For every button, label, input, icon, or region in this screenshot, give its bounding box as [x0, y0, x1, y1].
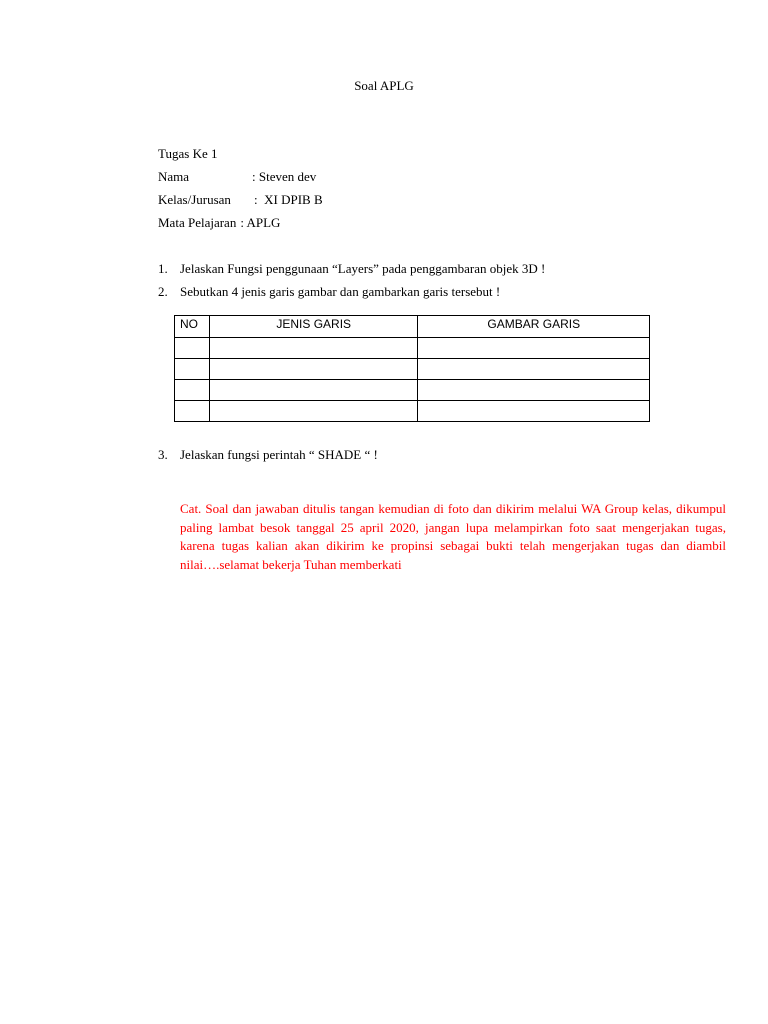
field-kelas-label: Kelas/Jurusan	[158, 192, 231, 207]
field-nama	[158, 169, 316, 185]
table-cell[interactable]	[418, 359, 650, 380]
table-cell[interactable]	[418, 338, 650, 359]
table-cell[interactable]	[209, 380, 418, 401]
table-header-row	[175, 316, 650, 338]
document-title: Soal APLG	[354, 78, 414, 93]
table-row	[175, 380, 650, 401]
header-gambar-garis: GAMBAR GARIS	[418, 316, 650, 338]
question-2-number: 2.	[158, 284, 168, 299]
table-row	[175, 359, 650, 380]
question-3-number: 3.	[158, 447, 168, 462]
field-nama-value: Steven dev	[258, 169, 317, 184]
field-mapel-value: APLG	[246, 215, 281, 230]
table-cell[interactable]	[209, 338, 418, 359]
table-cell[interactable]	[175, 401, 210, 422]
table-cell[interactable]	[209, 401, 418, 422]
question-2	[158, 284, 500, 300]
task-label: Tugas Ke 1	[158, 146, 218, 161]
table-row	[175, 401, 650, 422]
field-kelas-value: XI DPIB B	[264, 192, 323, 207]
question-1	[158, 261, 545, 277]
question-1-text: Jelaskan Fungsi penggunaan “Layers” pada penggambaran objek 3D !	[180, 261, 546, 276]
field-mapel-label: Mata Pelajaran	[158, 215, 237, 230]
field-mapel-separator: :	[240, 215, 247, 230]
question-3	[158, 447, 378, 463]
line-types-table	[174, 315, 650, 422]
field-kelas-separator: :	[254, 192, 265, 207]
table-cell[interactable]	[418, 380, 650, 401]
field-mapel	[158, 215, 280, 231]
table-cell[interactable]	[175, 359, 210, 380]
question-2-text: Sebutkan 4 jenis garis gambar dan gambarkan garis tersebut !	[180, 284, 501, 299]
field-kelas	[158, 192, 323, 208]
header-jenis-garis: JENIS GARIS	[209, 316, 418, 338]
question-3-text: Jelaskan fungsi perintah “ SHADE “ !	[180, 447, 378, 462]
field-nama-label: Nama	[158, 169, 190, 184]
table-cell[interactable]	[175, 338, 210, 359]
table-cell[interactable]	[175, 380, 210, 401]
field-nama-separator: :	[252, 169, 259, 184]
table-cell[interactable]	[418, 401, 650, 422]
table-cell[interactable]	[209, 359, 418, 380]
header-no: NO	[175, 316, 210, 338]
table-row	[175, 338, 650, 359]
teacher-note: Cat. Soal dan jawaban ditulis tangan kemudian di foto dan dikirim melalui WA Group kelas, dikumpul paling lambat besok tanggal 25 april 2020, jangan lupa melampirkan foto saat mengerjakan tugas, karena tugas kalian akan dikirim ke propinsi sebagai bukti telah mengerjakan tugas dan diambil nilai….selamat bekerja Tuhan memberkati	[180, 501, 726, 572]
question-1-number: 1.	[158, 261, 168, 276]
